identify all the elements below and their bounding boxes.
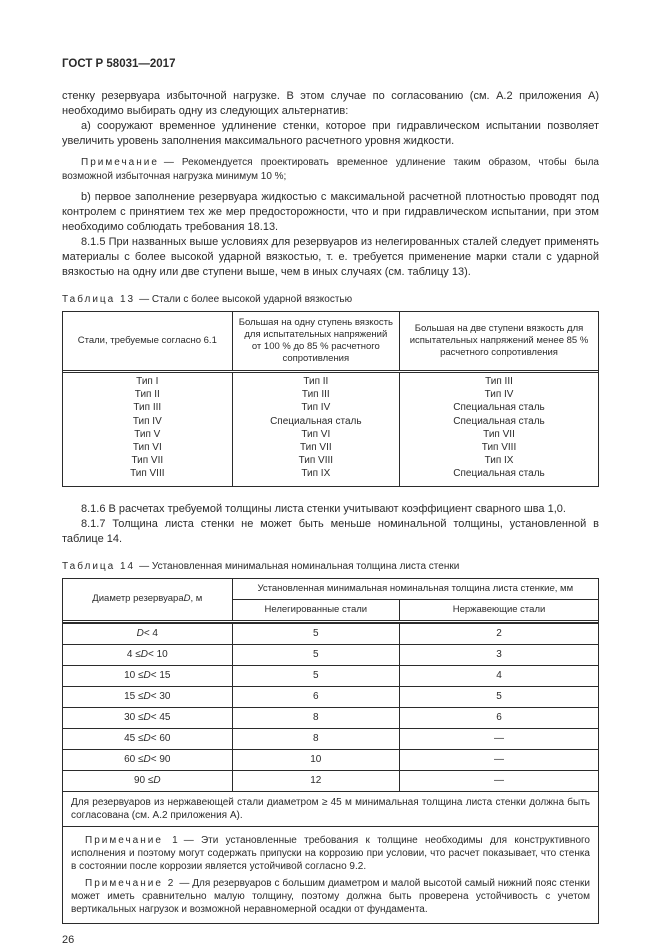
table-13-header-col2: Большая на одну ступень вязкость для испытательных напряжений от 100 % до 85 % расчетного сопротивления — [233, 312, 400, 370]
range-post: < 30 — [150, 691, 171, 703]
table-row — [63, 644, 598, 665]
table-cell: Тип III — [485, 376, 513, 387]
table-cell: Тип VII — [483, 428, 515, 440]
unalloyed-value: 5 — [233, 666, 400, 686]
table-cell: Тип IV — [132, 415, 162, 427]
range-var: D — [143, 691, 151, 703]
table-13 — [62, 311, 599, 487]
table-cell: Тип III — [301, 389, 330, 401]
table-14-subheader-stainless: Нержавеющие стали — [452, 603, 546, 615]
table-13-body — [63, 373, 598, 486]
stainless-value: 5 — [496, 691, 502, 703]
range-pre: 15 ≤ — [124, 691, 144, 703]
unalloyed-value: 12 — [233, 771, 400, 791]
range-var: D — [143, 712, 151, 724]
diameter-label: Диаметр резервуара — [92, 593, 184, 605]
table-cell: Тип VII — [299, 442, 332, 454]
unalloyed-value: 5 — [233, 645, 400, 665]
paragraph-8-1-6: 8.1.6 В расчетах требуемой толщины листа стенки учитывают коэффициент сварного шва 1,0. — [81, 502, 566, 515]
stainless-value: 4 — [496, 670, 502, 682]
table-cell: Тип VIII — [298, 455, 334, 467]
table-row — [63, 623, 598, 644]
paragraph-item-a: а) сооружают временное удлинение стенки, которое при гидравлическом испытании позволяет увеличить уровень заполнения максимального расчетного уровня жидкости. — [62, 120, 599, 147]
stainless-value: — — [494, 775, 505, 787]
range-var: D — [143, 733, 151, 745]
table-cell: Тип II — [134, 389, 160, 401]
table-13-column-1 — [63, 373, 233, 486]
stainless-value: 6 — [496, 712, 502, 724]
diameter-cell — [63, 771, 233, 791]
diameter-cell — [63, 750, 233, 770]
table-cell: Специальная сталь — [453, 468, 545, 480]
note-label: Примечание — [81, 157, 159, 168]
unalloyed-value: 8 — [233, 729, 400, 749]
thickness-label: Установленная минимальная номинальная толщина листа стенки — [257, 582, 550, 594]
table-cell: Тип III — [133, 402, 162, 414]
unalloyed-value: 8 — [233, 708, 400, 728]
table-row — [63, 728, 598, 749]
table-cell: Специальная сталь — [270, 415, 362, 427]
note-2-text: — Для резервуаров с большим диаметром и малой высотой самый нижний пояс стенки может иметь сравнительно малую толщину, поэтому должна быть проверена устойчивость с учетом вертикальных нагрузок и возможной неравномерной осадки от фундамента. — [71, 877, 590, 915]
diameter-unit: , м — [190, 593, 203, 605]
table-14-header-group — [233, 579, 598, 600]
table-row — [63, 770, 598, 791]
stainless-value: 2 — [496, 628, 502, 640]
table-cell: Тип VIII — [130, 468, 165, 480]
table-13-header-row — [63, 312, 598, 373]
table-14-subheader-unalloyed: Нелегированные стали — [233, 600, 400, 620]
range-post: < 4 — [143, 628, 158, 640]
table-14-caption-label: Таблица 14 — [62, 560, 136, 572]
table-14-note-1 — [71, 834, 590, 873]
range-var: D — [136, 628, 144, 640]
table-cell: Тип IX — [484, 455, 514, 467]
table-14-caption — [62, 560, 599, 573]
table-row — [63, 749, 598, 770]
note-text: — Рекомендуется проектировать временное удлинение таким образом, чтобы была возможной избыточная нагрузка минимум 10 %; — [62, 157, 599, 182]
range-post: < 60 — [150, 733, 171, 745]
stainless-value: — — [494, 754, 505, 766]
table-cell: Тип IV — [301, 402, 331, 414]
range-var: D — [143, 670, 151, 682]
unalloyed-value: 10 — [233, 750, 400, 770]
paragraph-8-1-5: 8.1.5 При названных выше условиях для резервуаров из нелегированных сталей следует применять материалы с более высокой ударной вязкостью, т. е. требуется применение марки стали с ударной вязкостью на одну или две ступени выше, чем в иных случаях (см. таблицу 13). — [62, 236, 599, 278]
table-13-caption — [62, 293, 599, 306]
table-14-header-diameter — [63, 579, 233, 620]
range-var: D — [140, 649, 148, 661]
table-cell: Тип IV — [484, 389, 514, 401]
table-14-notes — [63, 826, 598, 923]
range-post: < 15 — [150, 670, 171, 682]
table-cell: Тип VI — [132, 442, 162, 454]
table-cell: Тип IX — [301, 468, 331, 480]
range-pre: 30 ≤ — [124, 712, 144, 724]
table-cell: Тип V — [134, 428, 161, 440]
table-13-column-3 — [400, 373, 598, 486]
table-cell: Специальная сталь — [453, 402, 545, 414]
note-2-label: Примечание 2 — [85, 877, 176, 889]
note-1-text: — Эти установленные требования к толщине необходимы для конструктивного исполнения и поэтому могут содержать припуски на коррозию при условии, что расчет показывает, что стенка в состоянии после коррозии является устойчивой согласно 9.2. — [71, 834, 590, 872]
unalloyed-value: 6 — [233, 687, 400, 707]
table-cell: Тип VI — [301, 428, 331, 440]
table-cell: Тип I — [136, 376, 159, 387]
note-after-item-a — [62, 156, 599, 183]
range-pre: 60 ≤ — [124, 754, 144, 766]
table-13-header-col1: Стали, требуемые согласно 6.1 — [63, 312, 233, 370]
range-pre: 45 ≤ — [124, 733, 144, 745]
diameter-cell — [63, 666, 233, 686]
table-cell: Специальная сталь — [453, 415, 545, 427]
table-13-header-col3: Большая на две ступени вязкость для испытательных напряжений менее 85 % расчетного сопротивления — [409, 323, 589, 358]
table-13-caption-text: — Стали с более высокой ударной вязкостью — [139, 294, 353, 305]
table-13-caption-label: Таблица 13 — [62, 294, 136, 305]
table-14 — [62, 578, 599, 924]
page-number: 26 — [62, 933, 75, 946]
table-14-note-2 — [71, 877, 590, 916]
paragraph-intro: стенку резервуара избыточной нагрузке. В этом случае по согласованию (см. А.2 приложения А) необходимо выбирать одну из следующих альтернатив: — [62, 90, 599, 117]
range-post: < 90 — [150, 754, 171, 766]
table-cell: Тип VIII — [481, 442, 517, 454]
unalloyed-value: 5 — [233, 624, 400, 644]
diameter-cell — [63, 708, 233, 728]
diameter-cell — [63, 645, 233, 665]
range-post: < 45 — [150, 712, 171, 724]
diameter-cell — [63, 687, 233, 707]
doc-header: ГОСТ Р 58031—2017 — [62, 58, 176, 70]
note-1-label: Примечание 1 — [85, 834, 180, 846]
thickness-unit: , мм — [554, 582, 574, 594]
table-14-footnote: Для резервуаров из нержавеющей стали диаметром ≥ 45 м минимальная толщина листа стенки должна быть согласована (см. А.2 приложения А). — [63, 791, 598, 826]
stainless-value: — — [494, 733, 505, 745]
paragraph-item-b: b) первое заполнение резервуара жидкостью с максимальной расчетной плотностью проводят под контролем с принятием тех же мер предосторожности, что и при гидравлическом испытании, при этом необходимо соблюдать требования 18.13. — [62, 191, 599, 233]
thickness-symbol: e — [549, 582, 555, 594]
table-14-caption-text: — Установленная минимальная номинальная толщина листа стенки — [139, 560, 460, 572]
range-pre: 10 ≤ — [124, 670, 144, 682]
range-post: < 10 — [147, 649, 168, 661]
table-13-column-2 — [233, 373, 400, 486]
diameter-symbol: D — [183, 593, 191, 605]
paragraph-8-1-7: 8.1.7 Толщина листа стенки не может быть меньше номинальной толщины, установленной в таблице 14. — [62, 517, 599, 545]
diameter-cell — [63, 624, 233, 644]
stainless-value: 3 — [496, 649, 502, 661]
table-cell: Тип VII — [131, 455, 164, 467]
table-row — [63, 665, 598, 686]
range-var: D — [153, 775, 161, 787]
table-14-header — [63, 579, 598, 623]
range-pre: 4 ≤ — [126, 649, 141, 661]
diameter-cell — [63, 729, 233, 749]
range-var: D — [143, 754, 151, 766]
table-row — [63, 686, 598, 707]
range-pre: 90 ≤ — [133, 775, 154, 787]
table-row — [63, 707, 598, 728]
table-cell: Тип II — [303, 376, 329, 387]
